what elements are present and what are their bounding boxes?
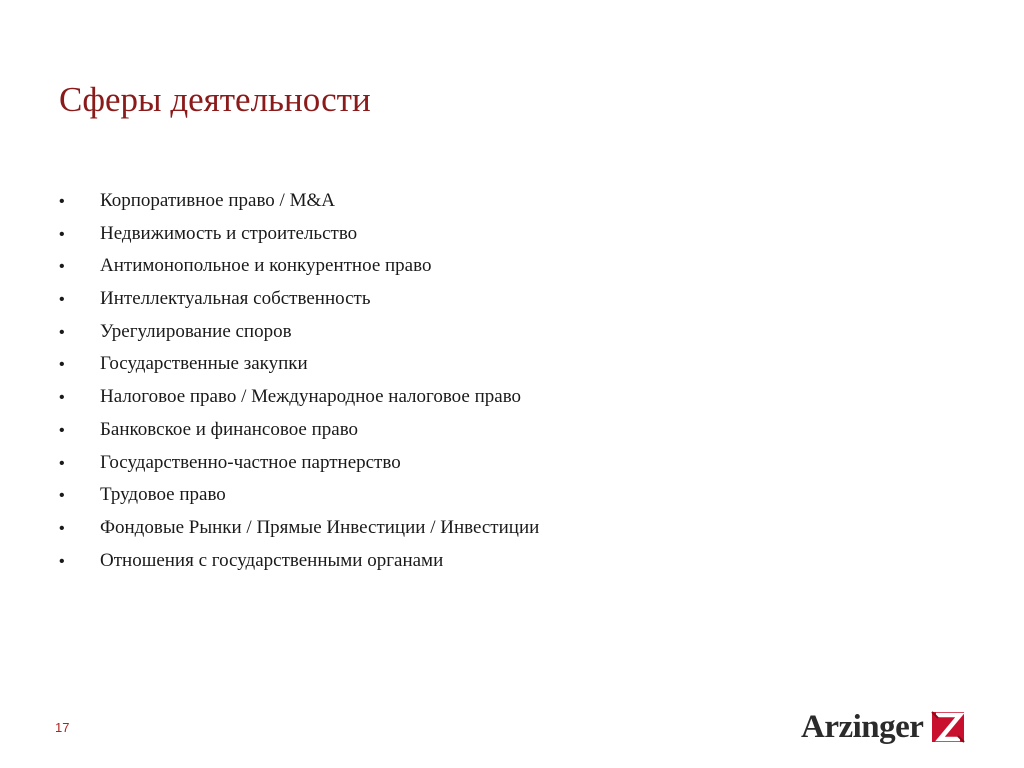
list-item <box>59 550 539 583</box>
list-item-label: Корпоративное право / M&A <box>100 190 335 211</box>
list-item <box>59 190 539 223</box>
list-item <box>59 386 539 419</box>
list-item-label: Интеллектуальная собственность <box>100 288 371 310</box>
bullet-icon: • <box>59 487 65 505</box>
slide-title: Сферы деятельности <box>59 80 371 119</box>
list-item <box>59 517 539 550</box>
list-item <box>59 353 539 386</box>
bullet-icon: • <box>59 291 65 309</box>
list-item <box>59 223 539 256</box>
bullet-icon: • <box>59 454 65 472</box>
list-item <box>59 255 539 288</box>
logo-wordmark: Arzinger <box>801 708 924 745</box>
list-item-label: Государственные закупки <box>100 353 308 375</box>
bullet-icon: • <box>59 225 65 243</box>
bullet-icon: • <box>59 356 65 374</box>
list-item <box>59 419 539 452</box>
bullet-icon: • <box>59 389 65 407</box>
list-item-label: Фондовые Рынки / Прямые Инвестиции / Инвестиции <box>100 516 540 538</box>
list-item-label: Отношения с государственными органами <box>100 549 444 571</box>
list-item <box>59 321 539 354</box>
arzinger-z-mark-icon <box>930 709 966 745</box>
list-item <box>59 452 539 485</box>
bullet-icon: • <box>59 258 65 276</box>
bullet-icon: • <box>59 193 65 210</box>
practice-areas-list <box>59 190 539 582</box>
bullet-icon: • <box>59 421 65 439</box>
list-item-label: Недвижимость и строительство <box>100 222 358 244</box>
list-item-label: Государственно-частное партнерство <box>100 451 401 473</box>
list-item-label: Трудовое право <box>100 484 226 506</box>
list-item-label: Урегулирование споров <box>100 320 292 342</box>
list-item-label: Банковское и финансовое право <box>100 418 359 440</box>
bullet-icon: • <box>59 323 65 341</box>
page-number: 17 <box>55 720 70 735</box>
bullet-icon: • <box>59 552 65 570</box>
bullet-icon: • <box>59 519 65 537</box>
arzinger-logo <box>801 706 966 748</box>
list-item <box>59 484 539 517</box>
list-item-label: Антимонопольное и конкурентное право <box>100 255 432 277</box>
list-item-label: Налоговое право / Международное налоговое право <box>100 386 522 408</box>
list-item <box>59 288 539 321</box>
